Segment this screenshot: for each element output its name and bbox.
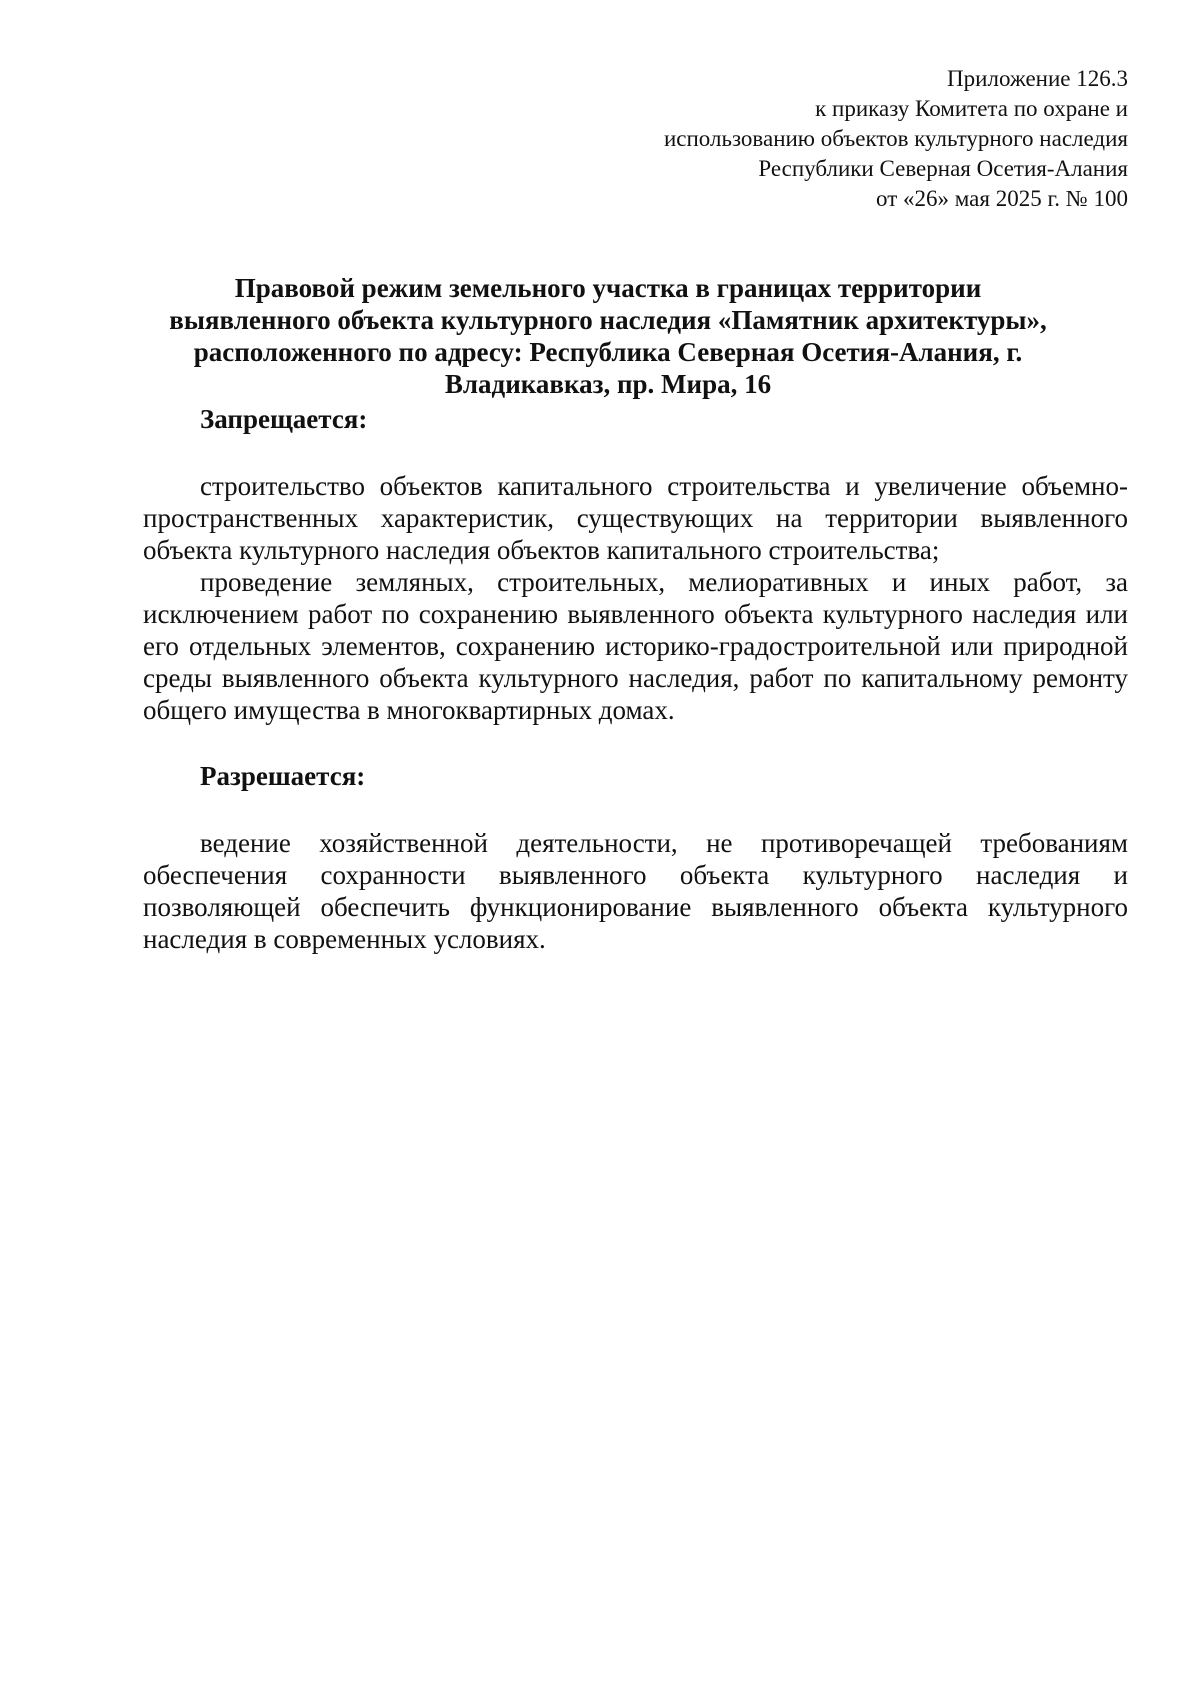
document-title xyxy=(143,272,1073,400)
prohibited-item: строительство объектов капитального строительства и увеличение объемно-пространственных характеристик, существующих на территории выявленного объекта культурного наследия объектов капитального строительства; xyxy=(143,471,1128,565)
allowed-item: ведение хозяйственной деятельности, не противоречащей требованиям обеспечения сохранности выявленного объекта культурного наследия и позволяющей обеспечить функционирование выявленного объекта культурного наследия в современных условиях. xyxy=(143,828,1128,954)
title-line: Правовой режим земельного участка в границах территории xyxy=(234,273,982,303)
prohibited-heading: Запрещается: xyxy=(200,404,368,434)
prohibited-item: проведение земляных, строительных, мелиоративных и иных работ, за исключением работ по сохранению выявленного объекта культурного наследия или его отдельных элементов, сохранению историко-градостроительной или природной среды выявленного объекта культурного наследия, работ по капитальному ремонту общего имущества в многоквартирных домах. xyxy=(143,567,1128,725)
appendix-date-line: от «26» мая 2025 г. № 100 xyxy=(876,186,1128,211)
title-line: расположенного по адресу: Республика Северная Осетия-Алания, г. xyxy=(193,337,1023,367)
appendix-number: Приложение 126.3 xyxy=(947,66,1128,91)
appendix-republic-line: Республики Северная Осетия-Алания xyxy=(758,156,1128,181)
prohibited-section xyxy=(143,470,1128,726)
appendix-reference xyxy=(488,64,1128,214)
title-line: выявленного объекта культурного наследия «Памятник архитектуры», xyxy=(169,305,1047,335)
allowed-heading: Разрешается: xyxy=(200,761,366,791)
appendix-order-line: к приказу Комитета по охране и xyxy=(815,96,1128,121)
title-line: Владикавказ, пр. Мира, 16 xyxy=(444,369,772,399)
allowed-section xyxy=(143,827,1128,955)
appendix-committee-line: использованию объектов культурного наследия xyxy=(663,126,1128,151)
